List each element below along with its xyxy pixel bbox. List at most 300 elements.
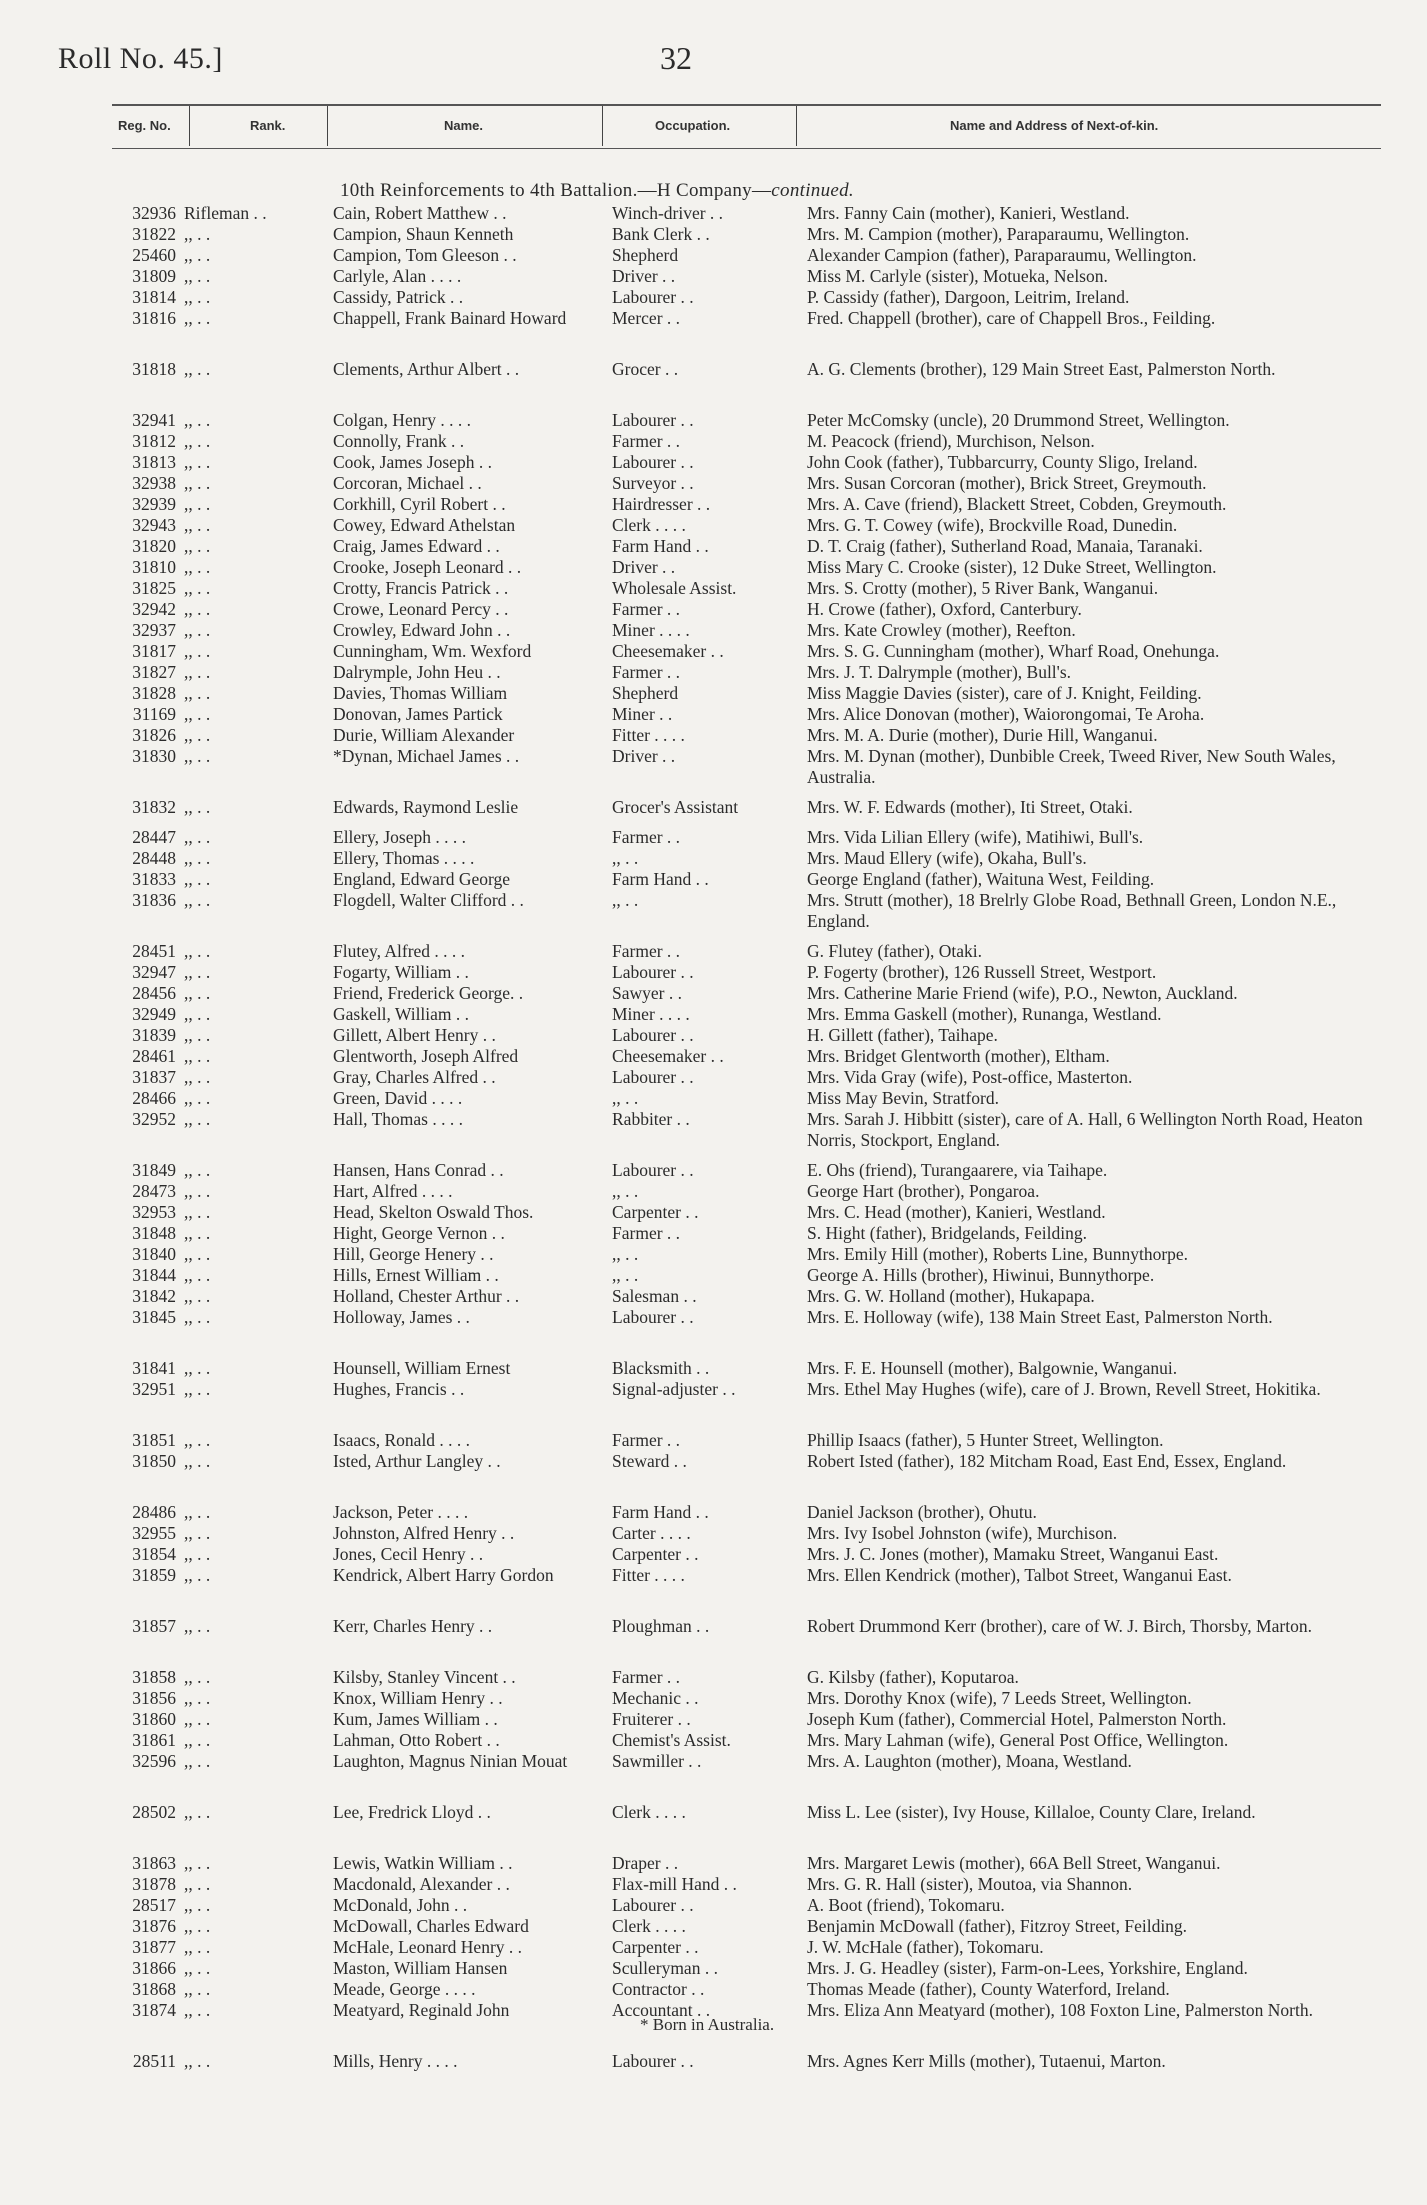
cell-kin: Mrs. Strutt (mother), 18 Brelrly Globe Road, Bethnall Green, London N.E., England.: [807, 890, 1337, 931]
cell-kin: Mrs. J. T. Dalrymple (mother), Bull's.: [807, 662, 1072, 682]
cell-kin: Mrs. M. Dynan (mother), Dunbible Creek, Tweed River, New South Wales, Australia.: [807, 746, 1336, 787]
cell-kin: George A. Hills (brother), Hiwinui, Bunnythorpe.: [807, 1265, 1155, 1285]
cell-occ: Carpenter . .: [612, 1202, 699, 1222]
cell-name: Hughes, Francis . .: [333, 1379, 465, 1399]
cell-occ: Farmer . .: [612, 662, 681, 682]
table-row: [0, 683, 1427, 704]
cell-name: Laughton, Magnus Ninian Mouat: [333, 1751, 568, 1771]
cell-name: England, Edward George: [333, 869, 511, 889]
table-row: [0, 869, 1427, 890]
cell-rank: ,, . .: [184, 1874, 211, 1894]
cell-reg: 31812: [132, 431, 176, 451]
cell-name: Donovan, James Partick: [333, 704, 503, 724]
cell-rank: ,, . .: [184, 266, 211, 286]
cell-rank: ,, . .: [184, 1286, 211, 1306]
cell-reg: 31840: [132, 1244, 176, 1264]
cell-occ: Labourer . .: [612, 1307, 694, 1327]
cell-occ: Bank Clerk . .: [612, 224, 710, 244]
cell-reg: 31809: [132, 266, 176, 286]
cell-name: McDowall, Charles Edward: [333, 1916, 529, 1936]
cell-kin: Mrs. S. G. Cunningham (mother), Wharf Road, Onehunga.: [807, 641, 1220, 661]
cell-rank: ,, . .: [184, 1895, 211, 1915]
cell-name: Campion, Shaun Kenneth: [333, 224, 514, 244]
cell-rank: ,, . .: [184, 1265, 211, 1285]
col-head-reg: Reg. No.: [118, 118, 171, 133]
cell-kin: Mrs. Margaret Lewis (mother), 66A Bell Street, Wanganui.: [807, 1853, 1221, 1873]
cell-kin: H. Gillett (father), Taihape.: [807, 1025, 998, 1045]
cell-rank: ,, . .: [184, 1853, 211, 1873]
cell-name: Cassidy, Patrick . .: [333, 287, 464, 307]
cell-reg: 31842: [132, 1286, 176, 1306]
cell-name: Hills, Ernest William . .: [333, 1265, 499, 1285]
cell-kin: Mrs. Catherine Marie Friend (wife), P.O., Newton, Auckland.: [807, 983, 1238, 1003]
cell-rank: ,, . .: [184, 1916, 211, 1936]
cell-reg: 31851: [132, 1430, 176, 1450]
cell-occ: Winch-driver . .: [612, 203, 724, 223]
page-number: 32: [660, 40, 692, 76]
cell-rank: ,, . .: [184, 473, 211, 493]
table-row: [0, 725, 1427, 746]
cell-kin: Miss Maggie Davies (sister), care of J. Knight, Feilding.: [807, 683, 1202, 703]
cell-occ: Driver . .: [612, 746, 676, 766]
cell-reg: 28517: [132, 1895, 176, 1915]
cell-reg: 31818: [132, 359, 176, 379]
cell-name: Lee, Fredrick Lloyd . .: [333, 1802, 491, 1822]
cell-name: Jones, Cecil Henry . .: [333, 1544, 484, 1564]
cell-name: Cowey, Edward Athelstan: [333, 515, 516, 535]
cell-occ: Salesman . .: [612, 1286, 697, 1306]
cell-rank: ,, . .: [184, 1379, 211, 1399]
cell-name: Lewis, Watkin William . .: [333, 1853, 513, 1873]
cell-name: Holloway, James . .: [333, 1307, 470, 1327]
table-row: [0, 941, 1427, 962]
cell-rank: ,, . .: [184, 1160, 211, 1180]
cell-name: Gaskell, William . .: [333, 1004, 470, 1024]
cell-reg: 31850: [132, 1451, 176, 1471]
cell-rank: ,, . .: [184, 599, 211, 619]
cell-rank: ,, . .: [184, 725, 211, 745]
header-rule: [112, 104, 1381, 106]
cell-occ: Labourer . .: [612, 287, 694, 307]
cell-kin: Mrs. Eliza Ann Meatyard (mother), 108 Foxton Line, Palmerston North.: [807, 2000, 1313, 2020]
cell-kin: George Hart (brother), Pongaroa.: [807, 1181, 1040, 1201]
cell-occ: ,, . .: [612, 1265, 639, 1285]
cell-name: Edwards, Raymond Leslie: [333, 797, 519, 817]
col-head-name: Name.: [444, 118, 484, 133]
cell-rank: Rifleman . .: [184, 203, 267, 223]
cell-kin: Mrs. Emma Gaskell (mother), Runanga, Westland.: [807, 1004, 1162, 1024]
table-row: [0, 890, 1427, 941]
roll-number: Roll No. 45.]: [58, 42, 223, 75]
cell-occ: Rabbiter . .: [612, 1109, 690, 1129]
cell-name: Crotty, Francis Patrick . .: [333, 578, 509, 598]
cell-kin: Mrs. M. Campion (mother), Paraparaumu, Wellington.: [807, 224, 1190, 244]
cell-rank: ,, . .: [184, 536, 211, 556]
cell-reg: 31874: [132, 2000, 176, 2020]
cell-reg: 28473: [132, 1181, 176, 1201]
cell-reg: 31877: [132, 1937, 176, 1957]
cell-reg: 31854: [132, 1544, 176, 1564]
cell-occ: Fitter . . . .: [612, 725, 685, 745]
cell-rank: ,, . .: [184, 431, 211, 451]
table-row: [0, 2051, 1427, 2072]
cell-kin: H. Crowe (father), Oxford, Canterbury.: [807, 599, 1082, 619]
cell-reg: 31866: [132, 1958, 176, 1978]
table-row: [0, 1286, 1427, 1307]
table-row: [0, 1688, 1427, 1709]
cell-occ: Ploughman . .: [612, 1616, 710, 1636]
cell-rank: ,, . .: [184, 704, 211, 724]
cell-reg: 31849: [132, 1160, 176, 1180]
table-row: [0, 1379, 1427, 1430]
col-divider: [796, 106, 797, 146]
cell-occ: Carpenter . .: [612, 1937, 699, 1957]
cell-name: Kendrick, Albert Harry Gordon: [333, 1565, 554, 1585]
cell-occ: Hairdresser . .: [612, 494, 711, 514]
cell-name: Flutey, Alfred . . . .: [333, 941, 466, 961]
cell-name: Glentworth, Joseph Alfred: [333, 1046, 519, 1066]
cell-occ: Carter . . . .: [612, 1523, 691, 1543]
cell-kin: Mrs. S. Crotty (mother), 5 River Bank, Wanganui.: [807, 578, 1159, 598]
col-head-kin: Name and Address of Next-of-kin.: [950, 118, 1159, 133]
cell-reg: 28461: [132, 1046, 176, 1066]
cell-reg: 28466: [132, 1088, 176, 1108]
table-row: [0, 1430, 1427, 1451]
table-row: [0, 1265, 1427, 1286]
cell-kin: Mrs. Vida Lilian Ellery (wife), Matihiwi, Bull's.: [807, 827, 1144, 847]
cell-kin: M. Peacock (friend), Murchison, Nelson.: [807, 431, 1095, 451]
cell-reg: 32941: [132, 410, 176, 430]
table-row: [0, 1853, 1427, 1874]
cell-name: Isaacs, Ronald . . . .: [333, 1430, 471, 1450]
cell-name: Head, Skelton Oswald Thos.: [333, 1202, 534, 1222]
cell-name: Cunningham, Wm. Wexford: [333, 641, 532, 661]
cell-reg: 31856: [132, 1688, 176, 1708]
cell-occ: Flax-mill Hand . .: [612, 1874, 737, 1894]
cell-occ: Clerk . . . .: [612, 1916, 686, 1936]
cell-occ: Farmer . .: [612, 431, 681, 451]
cell-occ: Labourer . .: [612, 410, 694, 430]
cell-kin: Miss May Bevin, Stratford.: [807, 1088, 1000, 1108]
cell-rank: ,, . .: [184, 224, 211, 244]
table-row: [0, 1004, 1427, 1025]
cell-reg: 31810: [132, 557, 176, 577]
table-row: [0, 1916, 1427, 1937]
cell-rank: ,, . .: [184, 494, 211, 514]
cell-occ: Fruiterer . .: [612, 1709, 691, 1729]
cell-reg: 31861: [132, 1730, 176, 1750]
cell-reg: 31836: [132, 890, 176, 910]
cell-name: Macdonald, Alexander . .: [333, 1874, 510, 1894]
table-row: [0, 1223, 1427, 1244]
cell-reg: 32949: [132, 1004, 176, 1024]
table-row: [0, 1181, 1427, 1202]
cell-occ: Labourer . .: [612, 2051, 694, 2071]
cell-kin: Joseph Kum (father), Commercial Hotel, Palmerston North.: [807, 1709, 1227, 1729]
table-row: [0, 1709, 1427, 1730]
table-row: [0, 704, 1427, 725]
cell-rank: ,, . .: [184, 797, 211, 817]
cell-occ: Surveyor . .: [612, 473, 694, 493]
cell-name: Durie, William Alexander: [333, 725, 515, 745]
cell-reg: 31858: [132, 1667, 176, 1687]
cell-name: Meade, George . . . .: [333, 1979, 476, 1999]
table-row: [0, 1979, 1427, 2000]
table-row: [0, 266, 1427, 287]
cell-rank: ,, . .: [184, 1223, 211, 1243]
cell-reg: 31863: [132, 1853, 176, 1873]
cell-name: Kerr, Charles Henry . .: [333, 1616, 493, 1636]
cell-reg: 31830: [132, 746, 176, 766]
cell-occ: Sawmiller . .: [612, 1751, 702, 1771]
cell-occ: ,, . .: [612, 1088, 639, 1108]
cell-name: Crowe, Leonard Percy . .: [333, 599, 509, 619]
table-row: [0, 1730, 1427, 1751]
cell-kin: Mrs. G. R. Hall (sister), Moutoa, via Shannon.: [807, 1874, 1133, 1894]
cell-occ: Clerk . . . .: [612, 1802, 686, 1822]
table-row: [0, 578, 1427, 599]
cell-occ: Farmer . .: [612, 599, 681, 619]
cell-rank: ,, . .: [184, 452, 211, 472]
cell-rank: ,, . .: [184, 359, 211, 379]
cell-kin: Mrs. F. E. Hounsell (mother), Balgownie, Wanganui.: [807, 1358, 1178, 1378]
cell-kin: E. Ohs (friend), Turangaarere, via Taihape.: [807, 1160, 1108, 1180]
cell-kin: Mrs. Dorothy Knox (wife), 7 Leeds Street, Wellington.: [807, 1688, 1192, 1708]
cell-reg: 32596: [132, 1751, 176, 1771]
section-continued: continued.: [771, 180, 854, 201]
cell-name: Crowley, Edward John . .: [333, 620, 511, 640]
cell-reg: 31813: [132, 452, 176, 472]
cell-occ: Farmer . .: [612, 1223, 681, 1243]
cell-kin: Thomas Meade (father), County Waterford, Ireland.: [807, 1979, 1170, 1999]
cell-rank: ,, . .: [184, 1088, 211, 1108]
cell-name: Cook, James Joseph . .: [333, 452, 492, 472]
cell-occ: Grocer's Assistant: [612, 797, 739, 817]
cell-reg: 31839: [132, 1025, 176, 1045]
cell-reg: 31827: [132, 662, 176, 682]
table-row: [0, 515, 1427, 536]
cell-occ: Shepherd: [612, 683, 679, 703]
cell-name: Holland, Chester Arthur . .: [333, 1286, 520, 1306]
cell-kin: Mrs. M. A. Durie (mother), Durie Hill, Wanganui.: [807, 725, 1158, 745]
cell-kin: P. Fogerty (brother), 126 Russell Street, Westport.: [807, 962, 1157, 982]
table-row: [0, 662, 1427, 683]
cell-name: Davies, Thomas William: [333, 683, 508, 703]
cell-reg: 31816: [132, 308, 176, 328]
cell-reg: 32951: [132, 1379, 176, 1399]
cell-rank: ,, . .: [184, 410, 211, 430]
cell-kin: Alexander Campion (father), Paraparaumu, Wellington.: [807, 245, 1197, 265]
cell-reg: 31860: [132, 1709, 176, 1729]
cell-kin: Mrs. Sarah J. Hibbitt (sister), care of A. Hall, 6 Wellington North Road, Heaton Norris, Stockport, England.: [807, 1109, 1363, 1150]
cell-rank: ,, . .: [184, 1616, 211, 1636]
cell-kin: P. Cassidy (father), Dargoon, Leitrim, Ireland.: [807, 287, 1130, 307]
cell-kin: Daniel Jackson (brother), Ohutu.: [807, 1502, 1037, 1522]
cell-occ: Driver . .: [612, 557, 676, 577]
cell-kin: Phillip Isaacs (father), 5 Hunter Street, Wellington.: [807, 1430, 1164, 1450]
cell-name: McHale, Leonard Henry . .: [333, 1937, 523, 1957]
cell-reg: 31822: [132, 224, 176, 244]
cell-rank: ,, . .: [184, 1067, 211, 1087]
table-row: [0, 494, 1427, 515]
cell-rank: ,, . .: [184, 1025, 211, 1045]
cell-reg: 32947: [132, 962, 176, 982]
cell-kin: Mrs. C. Head (mother), Kanieri, Westland.: [807, 1202, 1106, 1222]
table-row: [0, 797, 1427, 827]
cell-reg: 32953: [132, 1202, 176, 1222]
cell-kin: Mrs. A. Laughton (mother), Moana, Westland.: [807, 1751, 1132, 1771]
cell-name: Mills, Henry . . . .: [333, 2051, 458, 2071]
table-row: [0, 224, 1427, 245]
cell-rank: ,, . .: [184, 827, 211, 847]
cell-occ: Cheesemaker . .: [612, 641, 724, 661]
cell-name: Hounsell, William Ernest: [333, 1358, 511, 1378]
cell-rank: ,, . .: [184, 578, 211, 598]
table-row: [0, 983, 1427, 1004]
cell-kin: John Cook (father), Tubbarcurry, County Sligo, Ireland.: [807, 452, 1198, 472]
cell-occ: Fitter . . . .: [612, 1565, 685, 1585]
cell-occ: ,, . .: [612, 890, 639, 910]
cell-name: Johnston, Alfred Henry . .: [333, 1523, 515, 1543]
cell-name: McDonald, John . .: [333, 1895, 468, 1915]
cell-reg: 31876: [132, 1916, 176, 1936]
header-rule: [112, 148, 1381, 149]
table-row: [0, 620, 1427, 641]
cell-occ: ,, . .: [612, 848, 639, 868]
table-row: [0, 410, 1427, 431]
cell-name: Hart, Alfred . . . .: [333, 1181, 453, 1201]
cell-rank: ,, . .: [184, 869, 211, 889]
col-divider: [189, 106, 190, 146]
cell-reg: 28448: [132, 848, 176, 868]
cell-rank: ,, . .: [184, 1565, 211, 1585]
cell-kin: S. Hight (father), Bridgelands, Feilding.: [807, 1223, 1087, 1243]
cell-occ: Grocer . .: [612, 359, 679, 379]
cell-reg: 32939: [132, 494, 176, 514]
cell-rank: ,, . .: [184, 308, 211, 328]
cell-rank: ,, . .: [184, 1202, 211, 1222]
cell-kin: J. W. McHale (father), Tokomaru.: [807, 1937, 1044, 1957]
cell-occ: Labourer . .: [612, 1067, 694, 1087]
cell-kin: Mrs. J. C. Jones (mother), Mamaku Street, Wanganui East.: [807, 1544, 1219, 1564]
cell-rank: ,, . .: [184, 746, 211, 766]
cell-reg: 31857: [132, 1616, 176, 1636]
cell-rank: ,, . .: [184, 1979, 211, 1999]
table-row: [0, 1802, 1427, 1853]
cell-reg: 28502: [132, 1802, 176, 1822]
table-row: [0, 359, 1427, 410]
table-row: [0, 557, 1427, 578]
cell-rank: ,, . .: [184, 1430, 211, 1450]
table-row: [0, 1046, 1427, 1067]
table-row: [0, 1958, 1427, 1979]
cell-occ: Draper . .: [612, 1853, 679, 1873]
cell-reg: 31832: [132, 797, 176, 817]
cell-occ: Signal-adjuster . .: [612, 1379, 736, 1399]
cell-rank: ,, . .: [184, 1502, 211, 1522]
cell-rank: ,, . .: [184, 2000, 211, 2020]
cell-occ: Mercer . .: [612, 308, 681, 328]
cell-kin: George England (father), Waituna West, Feilding.: [807, 869, 1155, 889]
cell-name: Crooke, Joseph Leonard . .: [333, 557, 522, 577]
cell-occ: ,, . .: [612, 1244, 639, 1264]
cell-occ: Farmer . .: [612, 941, 681, 961]
cell-name: Campion, Tom Gleeson . .: [333, 245, 517, 265]
cell-occ: Farmer . .: [612, 1667, 681, 1687]
cell-name: Ellery, Joseph . . . .: [333, 827, 467, 847]
cell-rank: ,, . .: [184, 1751, 211, 1771]
section-heading: [340, 180, 854, 202]
cell-name: Hight, George Vernon . .: [333, 1223, 505, 1243]
cell-occ: Miner . . . .: [612, 1004, 690, 1024]
cell-name: Carlyle, Alan . . . .: [333, 266, 462, 286]
cell-name: Jackson, Peter . . . .: [333, 1502, 469, 1522]
cell-rank: ,, . .: [184, 1802, 211, 1822]
cell-kin: Fred. Chappell (brother), care of Chappell Bros., Feilding.: [807, 308, 1216, 328]
cell-name: Chappell, Frank Bainard Howard: [333, 308, 567, 328]
cell-kin: Miss Mary C. Crooke (sister), 12 Duke Street, Wellington.: [807, 557, 1217, 577]
table-row: [0, 452, 1427, 473]
cell-occ: Driver . .: [612, 266, 676, 286]
cell-occ: Farmer . .: [612, 827, 681, 847]
table-row: [0, 287, 1427, 308]
cell-rank: ,, . .: [184, 287, 211, 307]
cell-kin: Mrs. J. G. Headley (sister), Farm-on-Lees, Yorkshire, England.: [807, 1958, 1248, 1978]
table-row: [0, 1307, 1427, 1358]
cell-name: Kilsby, Stanley Vincent . .: [333, 1667, 516, 1687]
cell-kin: Mrs. A. Cave (friend), Blackett Street, Cobden, Greymouth.: [807, 494, 1227, 514]
cell-occ: Labourer . .: [612, 1895, 694, 1915]
col-head-rank: Rank.: [250, 118, 286, 133]
cell-occ: Steward . .: [612, 1451, 687, 1471]
cell-reg: 31833: [132, 869, 176, 889]
cell-rank: ,, . .: [184, 1244, 211, 1264]
col-divider: [602, 106, 603, 146]
cell-kin: Robert Drummond Kerr (brother), care of W. J. Birch, Thorsby, Marton.: [807, 1616, 1312, 1636]
table-row: [0, 1244, 1427, 1265]
cell-name: Green, David . . . .: [333, 1088, 463, 1108]
cell-rank: ,, . .: [184, 557, 211, 577]
cell-kin: Benjamin McDowall (father), Fitzroy Street, Feilding.: [807, 1916, 1188, 1936]
footnote: * Born in Australia.: [640, 2015, 775, 2034]
table-row: [0, 1874, 1427, 1895]
table-row: [0, 1523, 1427, 1544]
cell-rank: ,, . .: [184, 2051, 211, 2071]
cell-name: Flogdell, Walter Clifford . .: [333, 890, 524, 910]
cell-rank: ,, . .: [184, 1046, 211, 1066]
cell-rank: ,, . .: [184, 1181, 211, 1201]
cell-kin: Mrs. Mary Lahman (wife), General Post Office, Wellington.: [807, 1730, 1229, 1750]
cell-occ: Miner . . . .: [612, 620, 690, 640]
cell-kin: Mrs. Maud Ellery (wife), Okaha, Bull's.: [807, 848, 1087, 868]
cell-occ: Accountant . .: [612, 2000, 711, 2020]
cell-name: Fogarty, William . .: [333, 962, 469, 982]
cell-rank: ,, . .: [184, 983, 211, 1003]
cell-name: Isted, Arthur Langley . .: [333, 1451, 501, 1471]
cell-reg: 31859: [132, 1565, 176, 1585]
cell-kin: Mrs. Ellen Kendrick (mother), Talbot Street, Wanganui East.: [807, 1565, 1232, 1585]
cell-rank: ,, . .: [184, 683, 211, 703]
cell-rank: ,, . .: [184, 1709, 211, 1729]
table-row: [0, 1202, 1427, 1223]
cell-reg: 31820: [132, 536, 176, 556]
col-head-occupation: Occupation.: [655, 118, 731, 133]
cell-kin: A. G. Clements (brother), 129 Main Street East, Palmerston North.: [807, 359, 1276, 379]
cell-reg: 32936: [132, 203, 176, 223]
cell-kin: Mrs. G. T. Cowey (wife), Brockville Road, Dunedin.: [807, 515, 1178, 535]
cell-name: Corkhill, Cyril Robert . .: [333, 494, 506, 514]
cell-occ: Farm Hand . .: [612, 536, 709, 556]
